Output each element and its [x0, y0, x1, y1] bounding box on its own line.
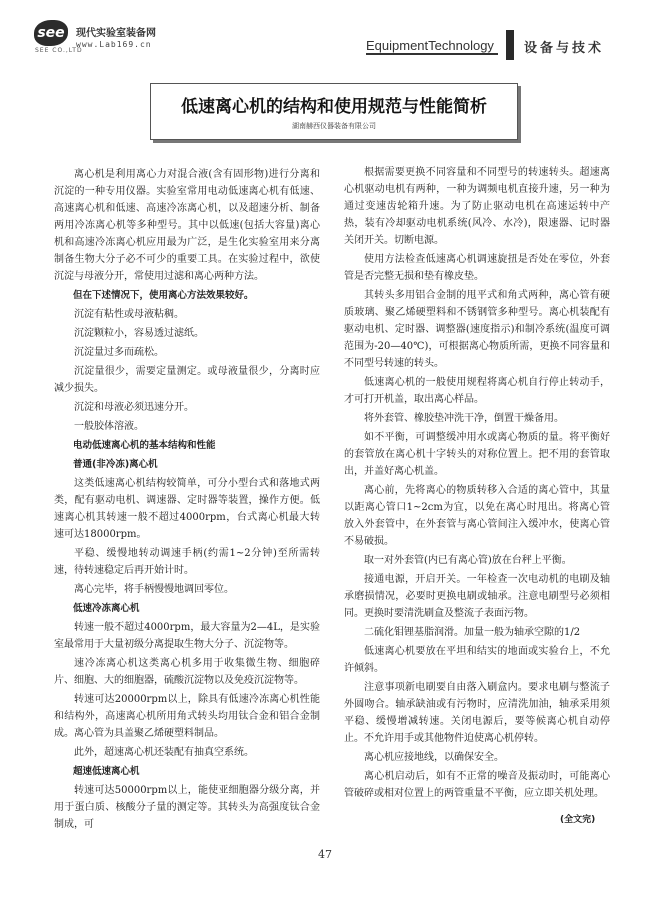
paragraph: 沉淀有粘性或母液粘稠。: [74, 309, 184, 320]
paragraph: 速冷冻离心机这类离心机多用于收集微生物、细胞碎片、细胞、大的细胞器，硫酸沉淀物以及免疫沉淀物等。: [54, 658, 320, 686]
paragraph: 二硫化钼锂基脂润滑。加量一般为轴承空隙的1/2: [364, 627, 581, 638]
paragraph: 这类低速离心机结构较简单，可分小型台式和落地式两类，配有驱动电机、调速器、定时器等装置，操作方便。低速离心机其转速一般不超过4000rpm，台式离心机最大转速可达18000rpm。: [54, 478, 320, 540]
section-heading: 普通(非冷冻)离心机: [73, 459, 158, 470]
paragraph: 此外，超速离心机还装配有抽真空系统。: [74, 747, 254, 758]
journal-section-en: EquipmentTechnology: [366, 38, 494, 53]
left-column: [54, 164, 320, 833]
paragraph: 接通电源，开启开关。一年检查一次电动机的电刷及轴承磨损情况，必要时更换电刷或轴承。注意电刷型号必须相同。更换时要清洗刷盒及整流子表面污物。: [344, 574, 610, 619]
section-heading: 低速冷冻离心机: [73, 603, 140, 614]
logo-title: 现代实验室装备网: [76, 28, 156, 39]
right-column: [344, 162, 610, 802]
paragraph: 转速可达50000rpm以上，能使亚细胞器分级分离，并用于蛋白质、核酸分子量的测定等。其转头为高强度钛合金制成，可: [54, 785, 320, 830]
paragraph: 如不平衡，可调整缓冲用水或离心物质的量。将平衡好的套管放在离心机十字转头的对称位置上。把不用的套管取出，并盖好离心机盖。: [344, 432, 610, 477]
paragraph: 转速一般不超过4000rpm，最大容量为2—4L，是实验室最常用于大量初级分离提取生物大分子、沉淀物等。: [54, 622, 320, 650]
title-box: [150, 83, 518, 140]
paragraph: 其转头多用铝合金制的甩平式和角式两种，离心管有硬质玻璃、聚乙烯硬塑料和不锈钢管多种型号。离心机装配有驱动电机、定时器、调整器(速度指示)和制冷系统(温度可调范围为-20—40℃)，可根据离心物质所需，更换不同容量和不同型号转速的转头。: [344, 290, 610, 369]
section-heading: 电动低速离心机的基本结构和性能: [73, 440, 216, 451]
paragraph: 一般胶体溶液。: [74, 421, 144, 432]
article-title: 低速离心机的结构和使用规范与性能简析: [181, 97, 487, 117]
paragraph: 离心前，先将离心的物质转移入合适的离心管中，其量以距离心管口1~2cm为宜，以免在离心时甩出。将离心管放入外套管中，在外套管与离心管间注入缓冲水，使离心管不易破损。: [344, 485, 610, 547]
header-bar: [506, 30, 514, 60]
journal-section-cn: 设备与技术: [524, 41, 605, 56]
paragraph: 注意事项新电刷要自由落入刷盒内。要求电刷与整流子外圆吻合。轴承缺油或有污物时，应清洗加油，轴承采用须平稳、缓慢增减转速。关闭电源后，要等候离心机自动停止。不允许用手或其他物件迫使离心机停转。: [344, 682, 610, 744]
paragraph: 离心机是利用离心力对混合液(含有固形物)进行分离和沉淀的一种专用仪器。实验室常用电动低速离心机有低速、高速离心机和低速、高速冷冻离心机，以及超速分析、制备两用冷冻离心机等多种型号。其中以低速(包括大容量)离心机和高速冷冻离心机应用最为广泛，是生化实验室用来分离制备生物大分子必不可少的重要工具。在实验过程中，欲使沉淀与母液分开，常使用过滤和离心两种方法。: [54, 169, 320, 282]
section-heading: 超速低速离心机: [73, 766, 140, 777]
end-mark: (全文完): [560, 815, 596, 825]
page-number: 47: [318, 848, 332, 861]
header-rule: [366, 53, 498, 55]
paragraph: 取一对外套管(内已有离心管)放在台秤上平衡。: [364, 555, 572, 566]
site-logo-icon: see: [34, 20, 68, 46]
paragraph: 沉淀量过多而疏松。: [74, 347, 164, 358]
paragraph: 离心机应接地线，以确保安全。: [364, 752, 504, 763]
article-affiliation: 湖南赫西仪器装备有限公司: [292, 122, 376, 130]
section-heading: 但在下述情况下，使用离心方法效果较好。: [73, 290, 254, 301]
paragraph: 沉淀和母液必须迅速分开。: [74, 402, 194, 413]
paragraph: 将外套管、橡胶垫冲洗干净，倒置干燥备用。: [364, 413, 564, 424]
paragraph: 沉淀量很少，需要定量测定。或母液量很少，分离时应减少损失。: [54, 366, 320, 394]
paragraph: 离心机启动后，如有不正常的噪音及振动时，可能离心管破碎或相对位置上的两管重量不平衡，应立即关机处理。: [344, 771, 610, 799]
page-header: [0, 0, 650, 70]
paragraph: 离心完毕，将手柄慢慢地调回零位。: [74, 584, 234, 595]
paragraph: 低速离心机要放在平坦和结实的地面或实验台上，不允许倾斜。: [344, 646, 610, 674]
paragraph: 沉淀颗粒小，容易透过滤纸。: [74, 328, 204, 339]
paragraph: 转速可达20000rpm以上，除具有低速冷冻离心机性能和结构外，高速离心机所用角式转头均用钛合金和铝合金制成。离心管为具盖聚乙烯硬塑料制品。: [54, 694, 320, 739]
paragraph: 低速离心机的一般使用规程将离心机自行停止转动手，才可打开机盖，取出离心样品。: [344, 377, 610, 405]
paragraph: 根据需要更换不同容量和不同型号的转速转头。超速离心机驱动电机有两种，一种为调频电机直接升速，另一种为通过变速齿轮箱升速。为了防止驱动电机在高速运转中产热，装有冷却驱动电机系统(风冷、水冷)，限速器、记时器关闭开关。切断电源。: [344, 167, 610, 246]
paragraph: 平稳、缓慢地转动调速手柄(约需1~2分钟)至所需转速，待转速稳定后再开始计时。: [54, 548, 320, 576]
paragraph: 使用方法检查低速离心机调速旋扭是否处在零位，外套管是否完整无损和垫有橡皮垫。: [344, 254, 610, 282]
logo-subtext: SEE CO.,LTD: [35, 47, 83, 54]
logo-url: www.Lab169.cn: [76, 40, 152, 49]
